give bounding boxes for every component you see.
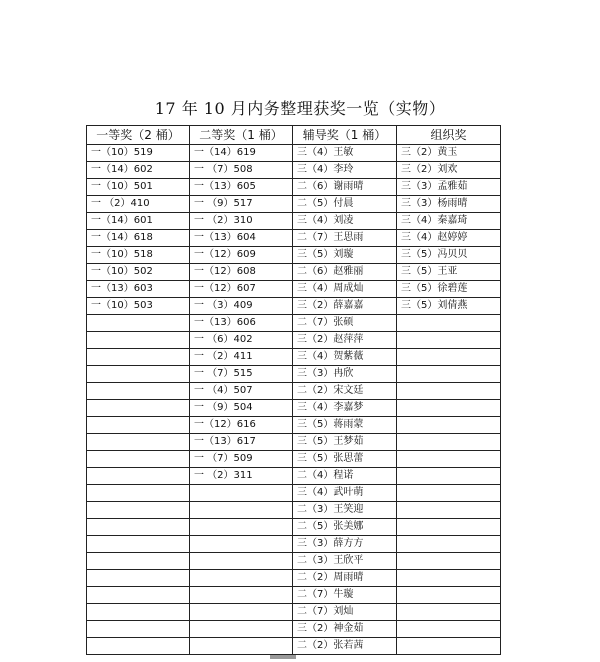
first-prize-cell: 一（13）603 [87,281,190,298]
tutor-prize-cell: 二（7）牛璇 [293,587,397,604]
table-row [87,349,501,366]
table-row [87,468,501,485]
second-prize-cell [190,621,293,638]
organization-prize-cell [397,315,501,332]
tutor-prize-cell: 三（4）贺紫薇 [293,349,397,366]
second-prize-cell [190,638,293,655]
header-second-prize: 二等奖（1 桶） [190,126,293,145]
tutor-prize-cell: 三（4）武叶萌 [293,485,397,502]
table-row [87,536,501,553]
tutor-prize-cell: 三（3）冉欣 [293,366,397,383]
table-row [87,179,501,196]
table-row [87,638,501,655]
tutor-prize-cell: 三（2）神金茹 [293,621,397,638]
organization-prize-cell: 三（2）刘欢 [397,162,501,179]
second-prize-cell: 一（12）609 [190,247,293,264]
organization-prize-cell: 三（5）王亚 [397,264,501,281]
tutor-prize-cell: 三（5）张思蕾 [293,451,397,468]
table-row [87,485,501,502]
table-row [87,247,501,264]
first-prize-cell: 一（10）519 [87,145,190,162]
tutor-prize-cell: 三（2）赵萍萍 [293,332,397,349]
tutor-prize-cell: 三（5）王梦茹 [293,434,397,451]
organization-prize-cell [397,519,501,536]
first-prize-cell [87,485,190,502]
first-prize-cell [87,638,190,655]
organization-prize-cell [397,604,501,621]
first-prize-cell: 一 （2）410 [87,196,190,213]
table-row [87,383,501,400]
first-prize-cell: 一（14）618 [87,230,190,247]
table-row [87,553,501,570]
tutor-prize-cell: 三（4）李嘉梦 [293,400,397,417]
table-row [87,417,501,434]
second-prize-cell [190,570,293,587]
tutor-prize-cell: 二（3）王欣平 [293,553,397,570]
first-prize-cell: 一（10）518 [87,247,190,264]
organization-prize-cell [397,366,501,383]
second-prize-cell: 一（13）604 [190,230,293,247]
tutor-prize-cell: 三（3）薛方方 [293,536,397,553]
tutor-prize-cell: 二（2）宋文廷 [293,383,397,400]
organization-prize-cell: 三（5）冯贝贝 [397,247,501,264]
second-prize-cell: 一 （7）509 [190,451,293,468]
table-row [87,230,501,247]
table-row [87,621,501,638]
first-prize-cell: 一（10）501 [87,179,190,196]
organization-prize-cell: 三（5）徐碧莲 [397,281,501,298]
tutor-prize-cell: 三（4）李玲 [293,162,397,179]
table-row [87,451,501,468]
first-prize-cell [87,400,190,417]
first-prize-cell [87,366,190,383]
second-prize-cell: 一（13）606 [190,315,293,332]
first-prize-cell: 一（10）502 [87,264,190,281]
tutor-prize-cell: 三（5）刘璇 [293,247,397,264]
table-row [87,145,501,162]
organization-prize-cell [397,383,501,400]
table-row [87,315,501,332]
organization-prize-cell: 三（2）黄玉 [397,145,501,162]
table-row [87,281,501,298]
second-prize-cell: 一 （4）507 [190,383,293,400]
second-prize-cell: 一 （9）504 [190,400,293,417]
organization-prize-cell [397,553,501,570]
table-row [87,587,501,604]
tutor-prize-cell: 三（2）薛嘉嘉 [293,298,397,315]
table-row [87,196,501,213]
second-prize-cell: 一 （7）508 [190,162,293,179]
organization-prize-cell: 三（3）杨雨晴 [397,196,501,213]
first-prize-cell [87,434,190,451]
tutor-prize-cell: 二（5）付晨 [293,196,397,213]
second-prize-cell: 一（12）616 [190,417,293,434]
table-row [87,264,501,281]
second-prize-cell: 一（14）619 [190,145,293,162]
organization-prize-cell: 三（3）孟雅茹 [397,179,501,196]
second-prize-cell: 一（12）608 [190,264,293,281]
first-prize-cell [87,468,190,485]
table-row [87,162,501,179]
organization-prize-cell [397,417,501,434]
table-row [87,332,501,349]
header-tutor-prize: 辅导奖（1 桶） [293,126,397,145]
second-prize-cell: 一 （2）310 [190,213,293,230]
organization-prize-cell [397,468,501,485]
organization-prize-cell [397,332,501,349]
second-prize-cell: 一 （6）402 [190,332,293,349]
organization-prize-cell: 三（4）赵婷婷 [397,230,501,247]
organization-prize-cell: 三（4）秦嘉琦 [397,213,501,230]
first-prize-cell [87,621,190,638]
tutor-prize-cell: 二（2）周雨晴 [293,570,397,587]
second-prize-cell: 一 （9）517 [190,196,293,213]
table-row [87,366,501,383]
second-prize-cell: 一 （3）409 [190,298,293,315]
organization-prize-cell [397,400,501,417]
second-prize-cell [190,519,293,536]
second-prize-cell: 一（13）605 [190,179,293,196]
first-prize-cell [87,553,190,570]
tutor-prize-cell: 二（6）谢雨晴 [293,179,397,196]
organization-prize-cell [397,587,501,604]
table-row [87,213,501,230]
organization-prize-cell: 三（5）刘倩燕 [397,298,501,315]
second-prize-cell [190,604,293,621]
second-prize-cell [190,485,293,502]
first-prize-cell [87,604,190,621]
second-prize-cell [190,553,293,570]
tutor-prize-cell: 二（3）王笑迎 [293,502,397,519]
first-prize-cell: 一（14）601 [87,213,190,230]
first-prize-cell [87,502,190,519]
first-prize-cell: 一（14）602 [87,162,190,179]
second-prize-cell: 一（13）617 [190,434,293,451]
second-prize-cell [190,536,293,553]
organization-prize-cell [397,621,501,638]
first-prize-cell [87,570,190,587]
table-header-row [87,126,501,145]
first-prize-cell [87,519,190,536]
header-organization-prize: 组织奖 [397,126,501,145]
first-prize-cell [87,332,190,349]
tutor-prize-cell: 二（7）刘灿 [293,604,397,621]
second-prize-cell [190,502,293,519]
document-title: 17 年 10 月内务整理获奖一览（实物） [154,99,446,118]
table-row [87,502,501,519]
tutor-prize-cell: 三（4）刘凌 [293,213,397,230]
second-prize-cell: 一 （7）515 [190,366,293,383]
second-prize-cell: 一（12）607 [190,281,293,298]
organization-prize-cell [397,485,501,502]
organization-prize-cell [397,349,501,366]
tutor-prize-cell: 二（5）张美娜 [293,519,397,536]
tutor-prize-cell: 二（4）程诺 [293,468,397,485]
tutor-prize-cell: 三（5）蒋雨蒙 [293,417,397,434]
first-prize-cell [87,451,190,468]
table-row [87,400,501,417]
second-prize-cell [190,587,293,604]
second-prize-cell: 一 （2）411 [190,349,293,366]
table-row [87,434,501,451]
table-row [87,570,501,587]
scan-artifact [270,655,296,659]
table-row [87,604,501,621]
header-first-prize: 一等奖（2 桶） [87,126,190,145]
table-row [87,519,501,536]
organization-prize-cell [397,451,501,468]
organization-prize-cell [397,536,501,553]
tutor-prize-cell: 三（4）王敏 [293,145,397,162]
tutor-prize-cell: 二（7）张硕 [293,315,397,332]
first-prize-cell [87,383,190,400]
second-prize-cell: 一 （2）311 [190,468,293,485]
first-prize-cell [87,315,190,332]
organization-prize-cell [397,570,501,587]
tutor-prize-cell: 二（2）张若茜 [293,638,397,655]
tutor-prize-cell: 二（6）赵雅丽 [293,264,397,281]
award-table [86,125,501,655]
organization-prize-cell [397,502,501,519]
first-prize-cell [87,536,190,553]
tutor-prize-cell: 二（7）王思雨 [293,230,397,247]
first-prize-cell [87,417,190,434]
table-row [87,298,501,315]
organization-prize-cell [397,434,501,451]
first-prize-cell [87,349,190,366]
tutor-prize-cell: 三（4）周成灿 [293,281,397,298]
first-prize-cell [87,587,190,604]
organization-prize-cell [397,638,501,655]
first-prize-cell: 一（10）503 [87,298,190,315]
